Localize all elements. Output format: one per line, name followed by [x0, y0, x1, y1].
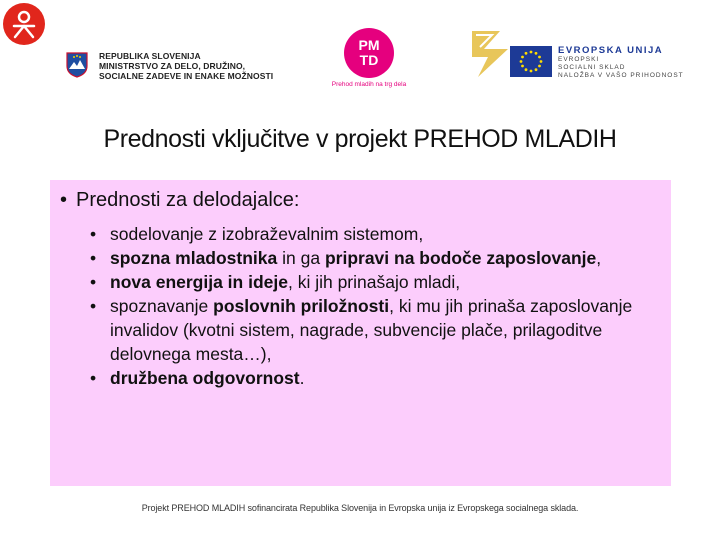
ministry-logo: [66, 50, 276, 90]
benefit-text-bold: pripravi na bodoče zaposlovanje: [324, 248, 597, 268]
eu-flag-icon: [510, 46, 552, 77]
benefit-text: , ki jih prinašajo mladi,: [287, 272, 461, 292]
benefit-text: sodelovanje z izobraževalnim sistemom,: [110, 224, 424, 244]
heading-bullet: •: [60, 189, 68, 211]
benefit-item: [90, 270, 660, 294]
benefit-item: [90, 222, 660, 246]
pmtd-letters-bottom: TD: [359, 52, 379, 68]
heading-text: Prednosti za delodajalce:: [76, 189, 300, 211]
pmtd-logo: [326, 28, 412, 92]
benefit-item: [90, 246, 660, 270]
esf-emblem-icon: [470, 29, 510, 79]
corner-logo: [2, 2, 46, 46]
bullet-mark: •: [90, 248, 97, 268]
eu-line-2: SOCIALNI SKLAD: [558, 64, 626, 71]
eu-title: EVROPSKA UNIJA: [558, 45, 664, 56]
benefit-text: ,: [596, 248, 602, 268]
heading-item: [60, 189, 299, 212]
eu-line-1: EVROPSKI: [558, 56, 600, 63]
benefit-text-bold: družbena odgovornost: [110, 368, 300, 388]
content-panel: [50, 180, 671, 486]
bullet-mark: •: [90, 368, 97, 388]
benefit-text-bold: poslovnih priložnosti: [213, 296, 390, 316]
slide-title: Prednosti vključitve v projekt PREHOD MLADIH: [103, 125, 617, 153]
benefit-text: .: [299, 368, 305, 388]
pmtd-letters-top: PM: [358, 37, 380, 53]
bullet-mark: •: [90, 272, 97, 292]
benefit-text-bold: nova energija in ideje: [110, 272, 288, 292]
benefit-text-bold: spozna mladostnika: [110, 248, 278, 268]
pmtd-circle: [344, 28, 394, 78]
benefit-text: spoznavanje: [110, 296, 214, 316]
benefit-text: in ga: [277, 248, 325, 268]
ministry-line-3: SOCIALNE ZADEVE IN ENAKE MOŽNOSTI: [99, 71, 274, 81]
bullet-mark: •: [90, 224, 97, 244]
benefit-item: [90, 294, 660, 366]
benefit-text: , ki mu jih prinaša zaposlovanje invalidov (kvotni sistem, nagrade, subvencije plače, prilagoditve delovnega mesta…),: [110, 296, 633, 364]
eu-logo: [470, 29, 684, 89]
footer-note: Projekt PREHOD MLADIH sofinancirata Republika Slovenija in Evropska unija iz Evropskega socialnega sklada.: [141, 503, 579, 513]
slovenia-crest-icon: [66, 52, 88, 78]
ministry-line-2: MINISTRSTVO ZA DELO, DRUŽINO,: [99, 61, 246, 71]
bullet-mark: •: [90, 296, 97, 316]
eu-line-3: NALOŽBA V VAŠO PRIHODNOST: [558, 72, 684, 79]
benefit-item: [90, 366, 660, 390]
ministry-line-1: REPUBLIKA SLOVENIJA: [99, 51, 201, 61]
person-figure-icon: [2, 2, 46, 46]
pmtd-caption: Prehod mladih na trg dela: [331, 81, 407, 88]
benefits-list: [90, 222, 660, 390]
